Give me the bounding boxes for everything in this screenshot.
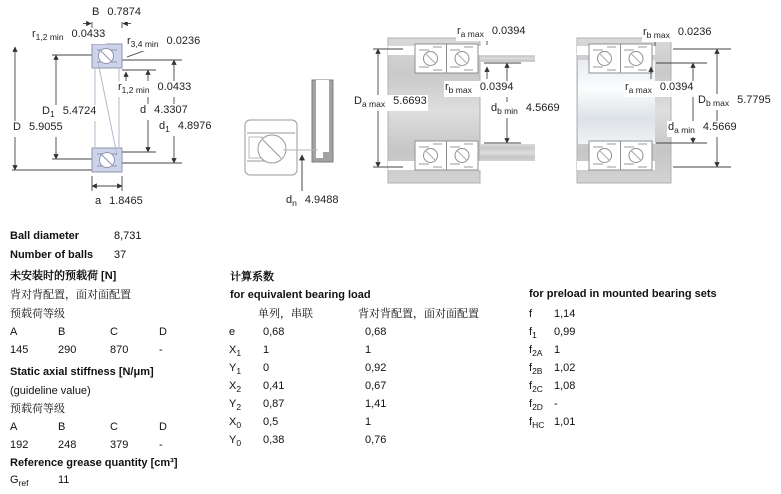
calc-row-col2: 0,68: [365, 326, 387, 338]
ball-diameter-label: Ball diameter: [10, 230, 80, 242]
preload-table-title: 未安装时的预载荷 [N]: [10, 270, 117, 282]
calc-row-label: e: [229, 326, 236, 338]
factor-row-label: $f_{2D}$: [529, 398, 543, 412]
calc-row-col2: 0,76: [365, 434, 387, 446]
calc-col1-header: 单列，串联: [258, 308, 313, 320]
dim-ra-max-4: $r_{a max}$ 0.0394: [625, 81, 694, 95]
stiffness-table-title: Static axial stiffness [N/μm]: [10, 366, 154, 378]
calc-row-label: $X_2$: [229, 380, 242, 394]
dim-Db-max: $D_{b max}$ 5.7795: [698, 94, 771, 108]
dim-Da-max: $D_{a max}$ 5.6693: [354, 95, 427, 109]
dim-B: B 0.7874: [91, 6, 142, 22]
calc-row-col2: 1,41: [365, 398, 387, 410]
calc-row-col1: 0: [263, 362, 270, 374]
dim-r34: $r_{3,4 min}$ 0.0236: [127, 35, 201, 49]
grease-ref-label: $G_{ref}$: [10, 474, 29, 488]
calc-row-col2: 0,92: [365, 362, 387, 374]
stiffness-value-a: 192: [10, 439, 29, 451]
preload-value-a: 145: [10, 344, 29, 356]
stiffness-table-subtitle: (guideline value): [10, 385, 91, 397]
calc-row-col2: 1: [365, 344, 372, 356]
preload-factors-title: for preload in mounted bearing sets: [529, 288, 717, 300]
number-of-balls-label: Number of balls: [10, 249, 94, 261]
grease-ref-value: 11: [58, 474, 70, 486]
dim-rb-max-4: $r_{b max}$ 0.0236: [643, 26, 712, 40]
grease-title: Reference grease quantity [cm³]: [10, 457, 178, 469]
calc-row-label: $Y_0$: [229, 434, 242, 448]
calc-title-en: for equivalent bearing load: [230, 289, 371, 301]
preload-header-d: D: [159, 326, 167, 338]
stiffness-value-b: 248: [58, 439, 77, 451]
calc-row-col1: 0,68: [263, 326, 285, 338]
dim-D: D 5.9055: [12, 121, 64, 137]
stiffness-class-label: 预载荷等级: [10, 403, 65, 415]
dim-dn: $d_n$ 4.9488: [286, 194, 339, 208]
factor-row-label: $f_1$: [529, 326, 537, 340]
factor-row-label: $f_{2C}$: [529, 380, 543, 394]
calc-row-col2: 1: [365, 416, 372, 428]
stiffness-header-a: A: [10, 421, 18, 433]
number-of-balls-value: 37: [114, 249, 127, 261]
factor-row-value: -: [554, 398, 558, 410]
stiffness-value-c: 379: [110, 439, 129, 451]
mounting-fit-diagram: [245, 80, 333, 191]
dim-r12-top: $r_{1,2 min}$ 0.0433: [32, 28, 106, 42]
factor-row-value: 1,14: [554, 308, 576, 320]
stiffness-header-d: D: [159, 421, 167, 433]
preload-value-c: 870: [110, 344, 129, 356]
shaft-abutment-diagram: [577, 38, 731, 183]
dim-D1: $D_1$ 5.4724: [42, 105, 97, 119]
preload-class-label: 预载荷等级: [10, 308, 65, 320]
factor-row-value: 1,08: [554, 380, 576, 392]
calc-title-zh: 计算系数: [230, 271, 274, 283]
preload-value-d: -: [159, 344, 163, 356]
dim-a: a 1.8465: [94, 195, 144, 211]
calc-row-label: $X_1$: [229, 344, 242, 358]
factor-row-label: $f_{2B}$: [529, 362, 543, 376]
calc-row-col1: 1: [263, 344, 270, 356]
ball-diameter-value: 8,731: [114, 230, 142, 242]
dim-r12-inner: $r_{1,2 min}$ 0.0433: [118, 81, 192, 95]
stiffness-header-b: B: [58, 421, 66, 433]
factor-row-label: f: [529, 308, 533, 320]
calc-row-label: $X_0$: [229, 416, 242, 430]
factor-row-value: 1,02: [554, 362, 576, 374]
dim-rb-max-3: $r_{b max}$ 0.0394: [445, 81, 514, 95]
calc-row-label: $Y_1$: [229, 362, 242, 376]
calc-row-col2: 0,67: [365, 380, 387, 392]
preload-table-subtitle: 背对背配置，面对面配置: [10, 289, 131, 301]
calc-row-col1: 0,5: [263, 416, 279, 428]
dim-d1: $d_1$ 4.8976: [159, 120, 212, 134]
preload-header-a: A: [10, 326, 18, 338]
stiffness-value-d: -: [159, 439, 163, 451]
preload-value-b: 290: [58, 344, 77, 356]
dim-db-min: $d_{b min}$ 4.5669: [491, 102, 560, 116]
factor-row-label: $f_{2A}$: [529, 344, 543, 358]
calc-row-col1: 0,38: [263, 434, 285, 446]
preload-header-c: C: [110, 326, 118, 338]
dim-d: d 4.3307: [139, 104, 189, 120]
dim-da-min: $d_{a min}$ 4.5669: [668, 121, 737, 135]
preload-header-b: B: [58, 326, 66, 338]
calc-row-col1: 0,87: [263, 398, 285, 410]
stiffness-header-c: C: [110, 421, 118, 433]
factor-row-value: 0,99: [554, 326, 576, 338]
calc-col2-header: 背对背配置，面对面配置: [358, 308, 479, 320]
calc-row-label: $Y_2$: [229, 398, 242, 412]
factor-row-label: $f_{HC}$: [529, 416, 545, 430]
factor-row-value: 1: [554, 344, 561, 356]
calc-row-col1: 0,41: [263, 380, 285, 392]
dim-ra-max-3: $r_{a max}$ 0.0394: [457, 25, 526, 39]
factor-row-value: 1,01: [554, 416, 576, 428]
